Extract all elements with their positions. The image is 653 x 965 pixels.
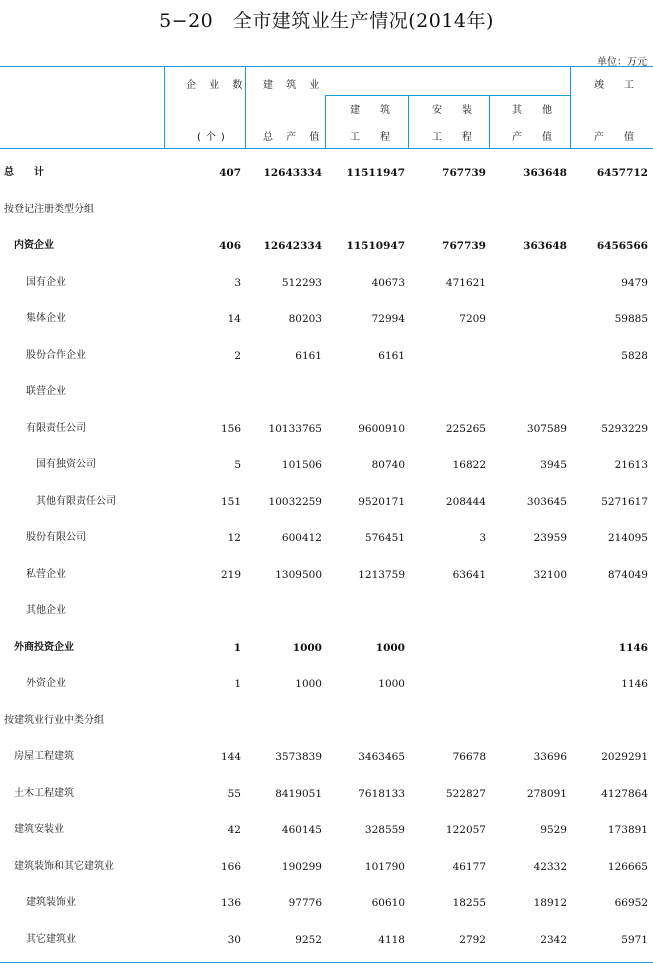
cell-total-output: 8419051 — [275, 787, 322, 800]
cell-building: 80740 — [371, 459, 405, 471]
header-bottom-rule — [0, 148, 653, 149]
row-label: 股份有限公司 — [26, 532, 86, 543]
cell-total-output: 190299 — [281, 860, 322, 873]
cell-completed: 874049 — [607, 568, 648, 581]
row-label: 按建筑业行业中类分组 — [4, 714, 104, 726]
header-divider — [489, 95, 490, 148]
row-label: 集体企业 — [26, 313, 66, 324]
header-enterprises-unit: (个) — [197, 132, 230, 143]
table-row — [0, 528, 653, 548]
cell-enterprises: 136 — [220, 897, 241, 909]
table-row — [0, 273, 653, 293]
cell-other: 9529 — [540, 824, 567, 836]
cell-enterprises: 55 — [227, 787, 241, 800]
cell-other: 3945 — [540, 459, 567, 471]
cell-total-output: 12642334 — [263, 240, 322, 252]
cell-install: 76678 — [452, 751, 486, 763]
table-row — [0, 346, 653, 366]
row-label: 国有企业 — [26, 276, 66, 288]
cell-other: 23959 — [533, 532, 567, 544]
table-row — [0, 674, 653, 694]
table-row — [0, 382, 653, 402]
cell-other: 363648 — [523, 167, 567, 179]
cell-install: 18255 — [452, 897, 486, 909]
cell-enterprises: 5 — [234, 459, 241, 471]
row-label: 股份合作企业 — [26, 349, 86, 361]
cell-install: 767739 — [442, 240, 486, 252]
cell-other: 33696 — [533, 751, 567, 763]
cell-other: 303645 — [526, 495, 567, 508]
cell-enterprises: 1 — [234, 678, 241, 690]
header-divider — [325, 95, 326, 148]
page-title: 5−20 全市建筑业生产情况(2014年) — [159, 10, 494, 32]
cell-install: 2792 — [459, 933, 486, 946]
row-label: 建筑安装业 — [14, 824, 64, 835]
row-label: 外商投资企业 — [14, 641, 74, 653]
table-bottom-rule — [0, 962, 653, 963]
cell-building: 576451 — [364, 532, 405, 544]
cell-building: 6161 — [378, 349, 405, 362]
cell-completed: 6457712 — [596, 167, 648, 179]
cell-completed: 5828 — [621, 349, 648, 362]
cell-enterprises: 12 — [227, 532, 241, 544]
cell-total-output: 600412 — [281, 532, 322, 544]
row-label: 建筑装饰业 — [26, 897, 76, 908]
table-top-rule — [0, 66, 653, 67]
cell-total-output: 97776 — [288, 897, 322, 909]
table-row — [0, 200, 653, 220]
table-row — [0, 236, 653, 256]
cell-total-output: 1000 — [292, 641, 322, 654]
cell-other: 363648 — [523, 240, 567, 252]
header-divider — [570, 67, 571, 148]
cell-total-output: 101506 — [281, 459, 322, 471]
cell-building: 60610 — [371, 897, 405, 909]
row-label: 内资企业 — [14, 240, 54, 251]
cell-completed: 5293229 — [601, 422, 648, 435]
cell-install: 208444 — [445, 495, 486, 508]
cell-total-output: 10032259 — [268, 495, 322, 508]
cell-total-output: 9252 — [295, 933, 322, 946]
cell-other: 2342 — [540, 933, 567, 946]
cell-completed: 59885 — [614, 313, 648, 325]
cell-enterprises: 14 — [227, 313, 241, 325]
table-row — [0, 601, 653, 621]
cell-completed: 126665 — [607, 860, 648, 873]
cell-enterprises: 1 — [233, 641, 241, 654]
table-row — [0, 820, 653, 840]
cell-install: 225265 — [445, 422, 486, 435]
cell-other: 307589 — [526, 422, 567, 435]
cell-install: 46177 — [452, 860, 486, 873]
cell-building: 3463465 — [358, 751, 405, 763]
cell-total-output: 512293 — [281, 276, 322, 289]
cell-install: 7209 — [459, 313, 486, 325]
cell-building: 1000 — [378, 678, 405, 690]
header-enterprises: 企 业 数 — [186, 80, 248, 91]
cell-enterprises: 156 — [220, 422, 241, 435]
cell-total-output: 6161 — [295, 349, 322, 362]
cell-completed: 173891 — [607, 824, 648, 836]
cell-completed: 1146 — [618, 641, 648, 654]
cell-enterprises: 166 — [220, 860, 241, 873]
cell-completed: 2029291 — [601, 751, 648, 763]
cell-enterprises: 3 — [234, 276, 241, 289]
header-other-1: 其 他 — [512, 105, 557, 116]
table-row — [0, 857, 653, 877]
cell-completed: 5271617 — [601, 495, 648, 508]
cell-other: 32100 — [533, 568, 567, 581]
cell-install: 16822 — [452, 459, 486, 471]
row-label: 其它建筑业 — [26, 933, 76, 945]
cell-other: 18912 — [533, 897, 567, 909]
row-label: 建筑装饰和其它建筑业 — [14, 860, 114, 872]
cell-building: 4118 — [378, 933, 405, 946]
cell-total-output: 1309500 — [275, 568, 322, 581]
cell-total-output: 1000 — [295, 678, 322, 690]
header-completed-1: 竣 工 — [594, 80, 639, 91]
cell-install: 122057 — [445, 824, 486, 836]
cell-completed: 6456566 — [596, 240, 648, 252]
cell-enterprises: 219 — [220, 568, 241, 581]
cell-enterprises: 2 — [234, 349, 241, 362]
row-label: 外资企业 — [26, 678, 66, 689]
cell-total-output: 80203 — [288, 313, 322, 325]
cell-completed: 9479 — [621, 276, 648, 289]
cell-completed: 4127864 — [601, 787, 648, 800]
row-label: 按登记注册类型分组 — [4, 203, 94, 215]
table-row — [0, 565, 653, 585]
cell-completed: 1146 — [621, 678, 648, 690]
cell-building: 1000 — [375, 641, 405, 654]
cell-completed: 214095 — [607, 532, 648, 544]
cell-total-output: 3573839 — [275, 751, 322, 763]
header-building-2: 工 程 — [350, 132, 395, 143]
row-label: 土木工程建筑 — [14, 787, 74, 799]
table-row — [0, 893, 653, 913]
cell-enterprises: 407 — [219, 167, 241, 179]
header-other-2: 产 值 — [512, 132, 557, 143]
cell-building: 11510947 — [346, 240, 405, 252]
cell-enterprises: 406 — [219, 240, 241, 252]
cell-building: 40673 — [371, 276, 405, 289]
cell-building: 328559 — [364, 824, 405, 836]
header-install-2: 工 程 — [432, 132, 477, 143]
header-divider — [164, 67, 165, 148]
header-building-1: 建 筑 — [350, 105, 395, 116]
row-label: 国有独资公司 — [36, 459, 96, 470]
table-row — [0, 492, 653, 512]
table-row — [0, 455, 653, 475]
cell-enterprises: 151 — [220, 495, 241, 508]
cell-install: 3 — [479, 532, 486, 544]
cell-other: 278091 — [526, 787, 567, 800]
header-install-1: 安 装 — [432, 105, 477, 116]
table-row — [0, 638, 653, 658]
row-label: 其他有限责任公司 — [36, 495, 116, 507]
cell-total-output: 12643334 — [263, 167, 322, 179]
table-row — [0, 784, 653, 804]
unit-label: 单位：万元 — [597, 57, 647, 68]
cell-enterprises: 42 — [227, 824, 241, 836]
row-label: 有限责任公司 — [26, 422, 86, 434]
cell-install: 767739 — [442, 167, 486, 179]
header-construction: 建 筑 业 — [263, 80, 325, 91]
cell-building: 11511947 — [346, 167, 405, 179]
cell-completed: 21613 — [614, 459, 648, 471]
cell-enterprises: 144 — [220, 751, 241, 763]
row-label: 总 计 — [4, 167, 44, 178]
table-row — [0, 711, 653, 731]
cell-total-output: 10133765 — [268, 422, 322, 435]
cell-total-output: 460145 — [281, 824, 322, 836]
cell-install: 63641 — [452, 568, 486, 581]
row-label: 其他企业 — [26, 605, 66, 616]
cell-completed: 5971 — [621, 933, 648, 946]
cell-building: 72994 — [371, 313, 405, 325]
cell-other: 42332 — [533, 860, 567, 873]
row-label: 房屋工程建筑 — [14, 751, 74, 762]
cell-building: 1213759 — [358, 568, 405, 581]
header-divider — [408, 95, 409, 148]
row-label: 私营企业 — [26, 568, 66, 580]
cell-install: 522827 — [445, 787, 486, 800]
cell-enterprises: 30 — [227, 933, 241, 946]
header-completed-2: 产 值 — [594, 132, 639, 143]
table-row — [0, 747, 653, 767]
table-row — [0, 930, 653, 950]
table-row — [0, 309, 653, 329]
cell-completed: 66952 — [614, 897, 648, 909]
header-total-output: 总 产 值 — [263, 132, 325, 143]
cell-building: 9600910 — [358, 422, 405, 435]
row-label: 联营企业 — [26, 386, 66, 397]
header-subdivider — [325, 95, 570, 96]
cell-install: 471621 — [445, 276, 486, 289]
cell-building: 9520171 — [358, 495, 405, 508]
table-row — [0, 419, 653, 439]
cell-building: 7618133 — [358, 787, 405, 800]
table-row — [0, 163, 653, 183]
cell-building: 101790 — [364, 860, 405, 873]
